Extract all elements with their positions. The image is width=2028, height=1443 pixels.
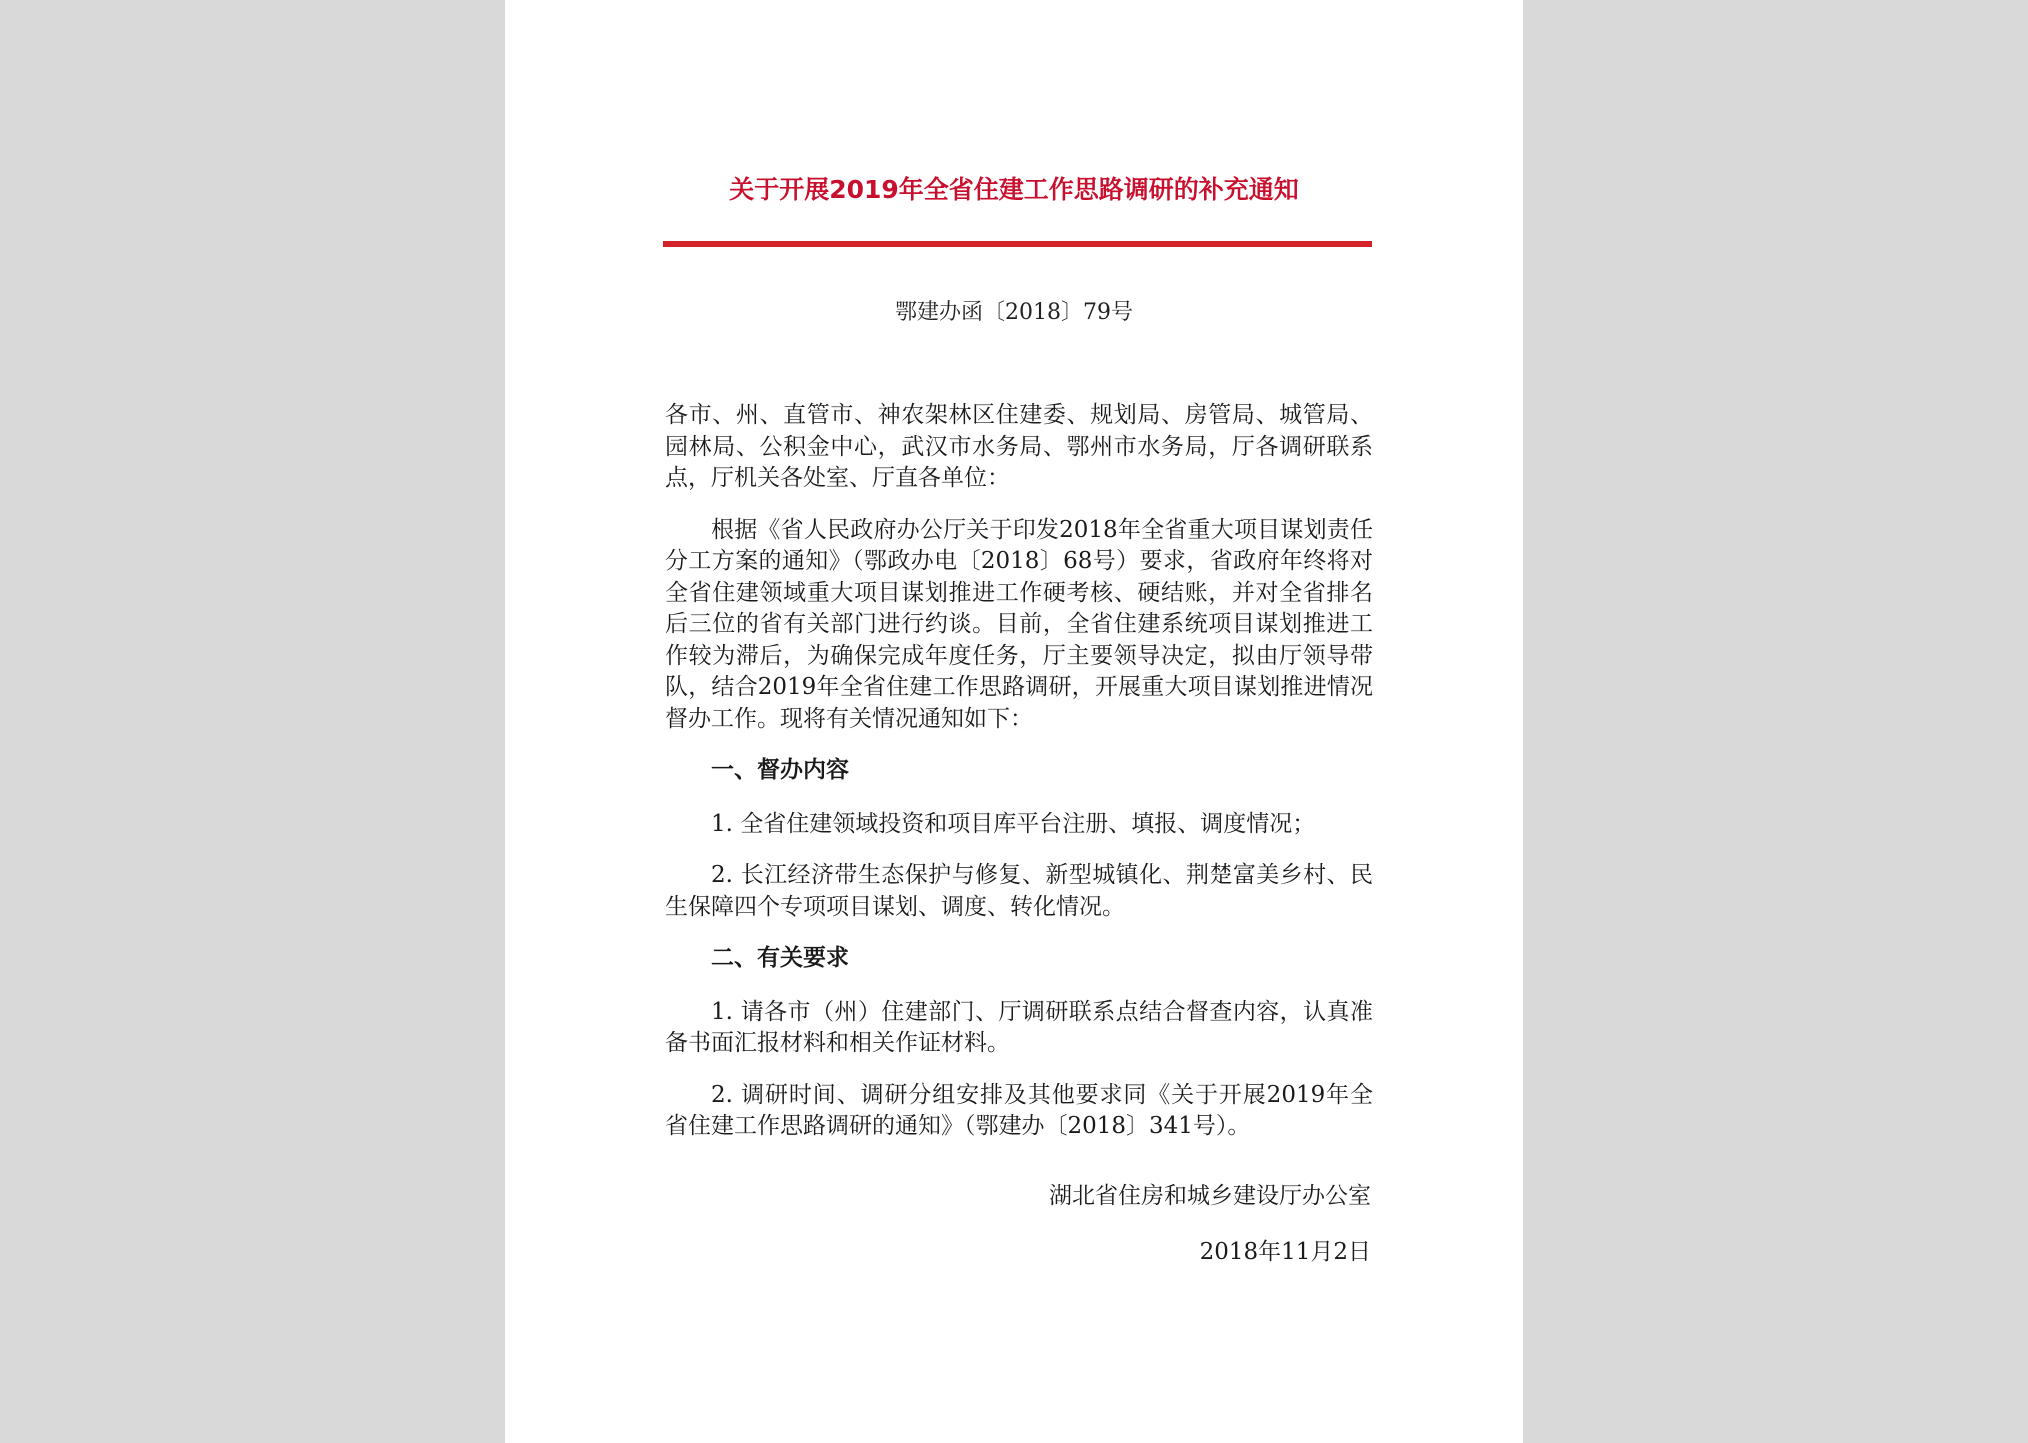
intro-paragraph: 根据《省人民政府办公厅关于印发2018年全省重大项目谋划责任分工方案的通知》（鄂政办电〔2018〕68号）要求，省政府年终将对全省住建领域重大项目谋划推进工作硬考核、硬结账，并对全省排名后三位的省有关部门进行约谈。目前，全省住建系统项目谋划推进工作较为滞后，为确保完成年度任务，厅主要领导决定，拟由厅领导带队，结合2019年全省住建工作思路调研，开展重大项目谋划推进情况督办工作。现将有关情况通知如下： xyxy=(665,516,1373,732)
section2-item-2: 2. 调研时间、调研分组安排及其他要求同《关于开展2019年全省住建工作思路调研的通知》（鄂建办〔2018〕341号）。 xyxy=(665,1081,1373,1139)
document-body xyxy=(665,400,1373,1163)
section-heading-requirements: 二、有关要求 xyxy=(711,945,849,971)
document-number: 鄂建办函〔2018〕79号 xyxy=(895,300,1133,325)
recipients-paragraph: 各市、州、直管市、神农架林区住建委、规划局、房管局、城管局、园林局、公积金中心，武汉市水务局、鄂州市水务局，厅各调研联系点，厅机关各处室、厅直各单位： xyxy=(665,402,1373,491)
section1-item-2: 2. 长江经济带生态保护与修复、新型城镇化、荆楚富美乡村、民生保障四个专项项目谋划、调度、转化情况。 xyxy=(665,862,1373,920)
section1-item-1: 1. 全省住建领域投资和项目库平台注册、填报、调度情况； xyxy=(711,810,1316,837)
section2-item-1: 1. 请各市（州）住建部门、厅调研联系点结合督查内容，认真准备书面汇报材料和相关作证材料。 xyxy=(665,998,1373,1056)
document-page xyxy=(505,0,1523,1443)
section-heading-supervision: 一、督办内容 xyxy=(711,757,849,783)
signature-date: 2018年11月2日 xyxy=(1199,1239,1371,1265)
red-header-rule xyxy=(663,241,1372,247)
document-title: 关于开展2019年全省住建工作思路调研的补充通知 xyxy=(729,175,1299,204)
signature-organization: 湖北省住房和城乡建设厅办公室 xyxy=(1049,1183,1371,1209)
